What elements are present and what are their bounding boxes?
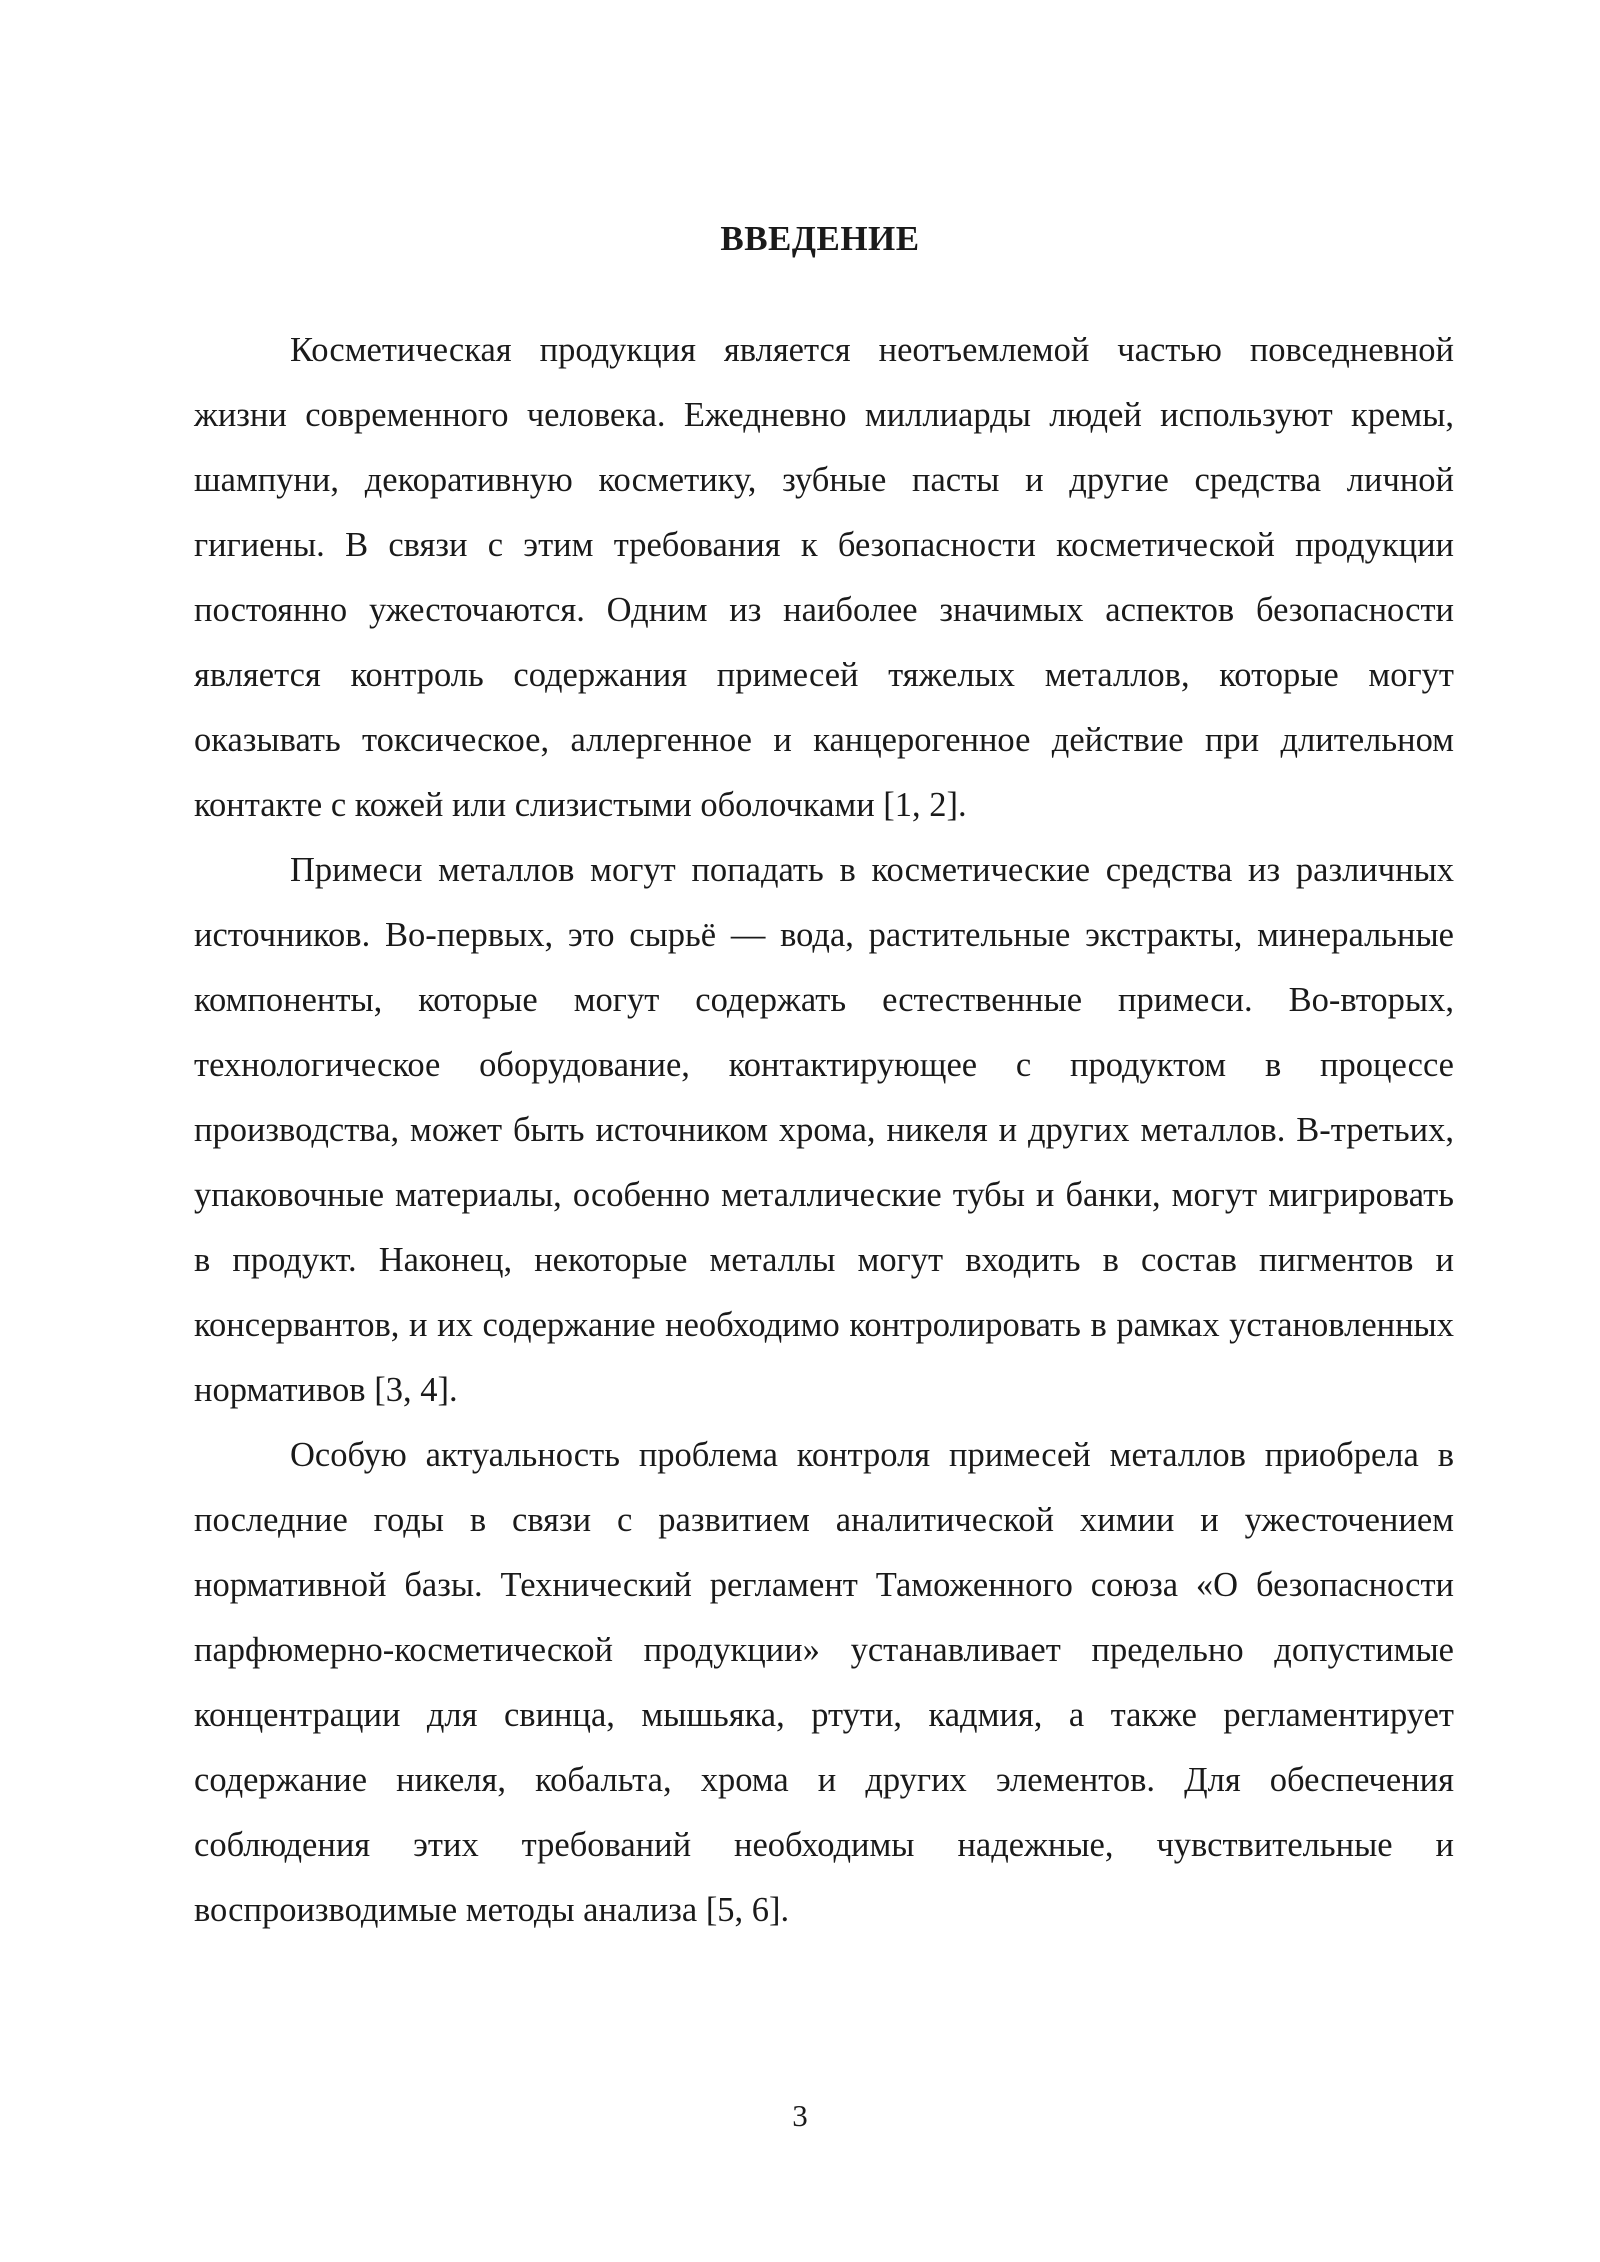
body-text [194,318,1454,1943]
paragraph-3: Особую актуальность проблема контроля примесей металлов приобрела в последние годы в связи с развитием аналитической химии и ужесточением нормативной базы. Технический регламент Таможенного союза «О безопасности парфюмерно-косметической продукции» устанавливает предельно допустимые концентрации для свинца, мышьяка, ртути, кадмия, а также регламентирует содержание никеля, кобальта, хрома и других элементов. Для обеспечения соблюдения этих требований необходимы надежные, чувствительные и воспроизводимые методы анализа [5, 6]. [194,1436,1454,1929]
page-number: 3 [792,2098,808,2133]
page-title: ВВЕДЕНИЕ [720,219,920,259]
paragraph-2: Примеси металлов могут попадать в косметические средства из различных источников. Во-первых, это сырьё — вода, растительные экстракты, минеральные компоненты, которые могут содержать естественные примеси. Во-вторых, технологическое оборудование, контактирующее с продуктом в процессе производства, может быть источником хрома, никеля и других металлов. В-третьих, упаковочные материалы, особенно металлические тубы и банки, могут мигрировать в продукт. Наконец, некоторые металлы могут входить в состав пигментов и консервантов, и их содержание необходимо контролировать в рамках установленных нормативов [3, 4]. [194,851,1454,1409]
paragraph-1: Косметическая продукция является неотъемлемой частью повседневной жизни современного человека. Ежедневно миллиарды людей используют кремы, шампуни, декоративную косметику, зубные пасты и другие средства личной гигиены. В связи с этим требования к безопасности косметической продукции постоянно ужесточаются. Одним из наиболее значимых аспектов безопасности является контроль содержания примесей тяжелых металлов, которые могут оказывать токсическое, аллергенное и канцерогенное действие при длительном контакте с кожей или слизистыми оболочками [1, 2]. [194,331,1454,824]
